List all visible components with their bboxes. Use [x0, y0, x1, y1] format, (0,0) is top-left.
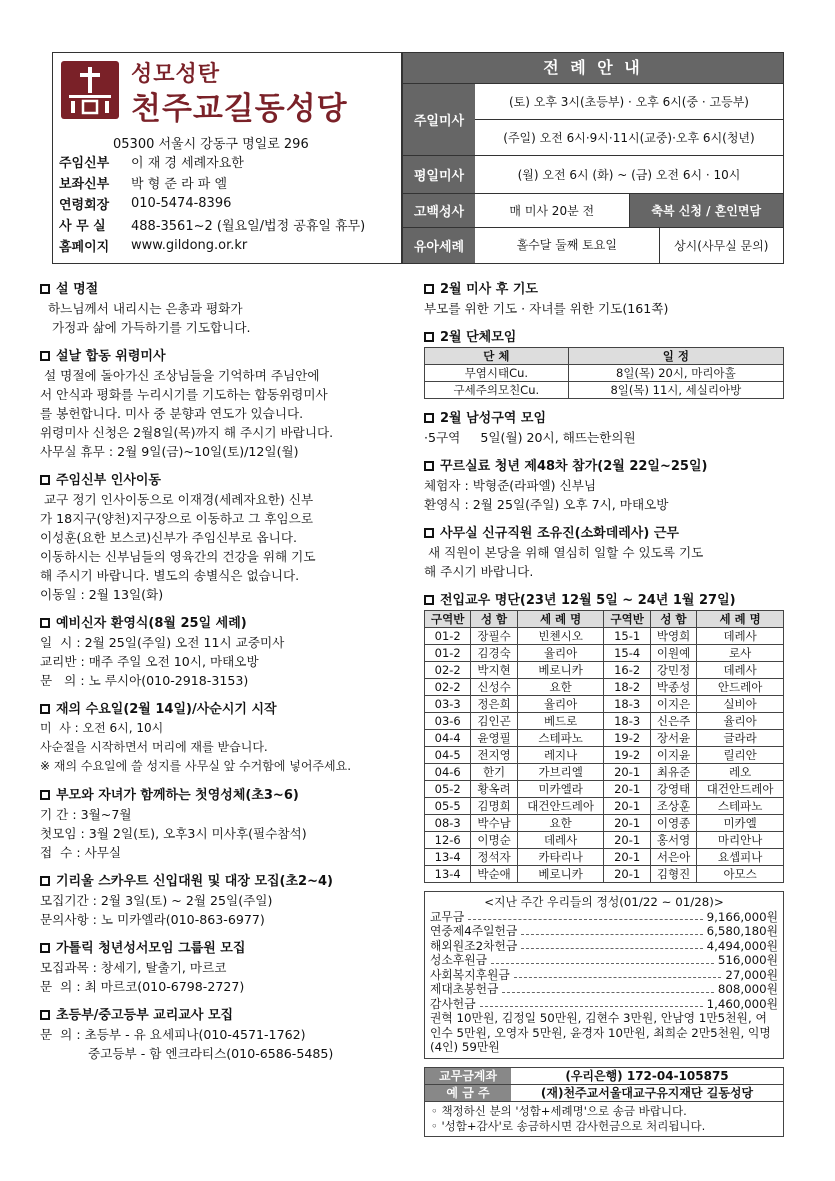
table-cell: 실비아 — [697, 696, 784, 713]
table-cell: 02-2 — [425, 662, 471, 679]
info-row — [59, 172, 365, 193]
weekday-mass-text: (월) 오전 6시 (화) ~ (금) 오전 6시 · 10시 — [517, 168, 741, 182]
table-row — [425, 747, 784, 764]
table-cell: 카타리나 — [517, 849, 604, 866]
confession-values — [475, 194, 783, 227]
table-header: 성 함 — [471, 611, 517, 628]
table-header: 단 체 — [425, 348, 569, 365]
info-row — [59, 235, 365, 256]
notice-heading — [40, 937, 402, 956]
table-cell: 강민정 — [650, 662, 696, 679]
infant-baptism-values — [475, 228, 783, 263]
notice-section — [40, 698, 402, 776]
table-row — [425, 382, 784, 399]
square-bullet-icon — [424, 332, 434, 342]
table-cell: 대건안드레아 — [697, 781, 784, 798]
bank-note — [425, 1102, 783, 1136]
table-cell: 베로니카 — [517, 866, 604, 883]
offering-amount: 9,166,000원 — [706, 909, 778, 924]
table-cell: 안드레아 — [697, 679, 784, 696]
bank-row — [425, 1085, 783, 1102]
table-cell: 18-3 — [604, 713, 650, 730]
confession-row — [403, 193, 783, 227]
table-cell: 박순애 — [471, 866, 517, 883]
offering-label: 연중제4주일헌금 — [430, 924, 518, 938]
notice-section — [40, 612, 402, 690]
notice-title: 꾸르실료 청년 제48차 참가(2월 22일~25일) — [440, 459, 708, 474]
bank-info — [424, 1067, 784, 1137]
church-title: 천주교길동성당 — [131, 91, 348, 127]
offering-label: 해외원조2차헌금 — [430, 938, 518, 953]
table-cell: 박수남 — [471, 815, 517, 832]
groups-title: 2월 단체모임 — [440, 330, 517, 345]
table-cell: 대건안드레아 — [517, 798, 604, 815]
table-cell: 신은주 — [650, 713, 696, 730]
square-bullet-icon — [40, 704, 50, 714]
table-cell: 이영종 — [650, 815, 696, 832]
table-row — [425, 866, 784, 883]
table-cell: 베로니카 — [517, 662, 604, 679]
notice-heading — [424, 278, 784, 297]
notice-section — [40, 1004, 402, 1063]
notice-section — [424, 407, 784, 447]
table-cell: 강영태 — [650, 781, 696, 798]
bank-label: 교무금계좌 — [425, 1068, 511, 1084]
notice-heading — [424, 522, 784, 541]
table-cell: 04-6 — [425, 764, 471, 781]
table-cell: 20-1 — [604, 832, 650, 849]
table-cell: 20-1 — [604, 815, 650, 832]
transfer-title: 전입교우 명단(23년 12월 5일 ~ 24년 1월 27일) — [440, 593, 736, 608]
offering-label: 사회복지후원금 — [430, 967, 510, 982]
notice-title: 재의 수요일(2월 14일)/사순시기 시작 — [56, 702, 277, 717]
church-address: 05300 서울시 강동구 명일로 296 — [113, 137, 309, 152]
notice-body: 모집기간 : 2월 3일(토) ~ 2월 25일(주일) 문의사항 : 노 미카엘라(010-863-6977) — [40, 893, 273, 927]
notice-title: 2월 미사 후 기도 — [440, 282, 538, 297]
info-row — [59, 151, 365, 172]
offering-amount: 1,460,000원 — [706, 996, 778, 1011]
table-cell: 03-3 — [425, 696, 471, 713]
table-cell: 조상훈 — [650, 798, 696, 815]
transfer-section — [424, 589, 784, 883]
offering-amount: 27,000원 — [725, 967, 778, 982]
table-cell: 미카엘 — [697, 815, 784, 832]
info-label: 보좌신부 — [59, 177, 110, 192]
church-header — [52, 52, 402, 264]
table-cell: 김경숙 — [471, 645, 517, 662]
homepage-link[interactable]: www.gildong.or.kr — [131, 238, 248, 253]
offering-box — [424, 891, 784, 1059]
table-cell: 장필수 — [471, 628, 517, 645]
table-cell: 요한 — [517, 815, 604, 832]
table-cell: 이원예 — [650, 645, 696, 662]
table-cell: 05-5 — [425, 798, 471, 815]
offering-row — [430, 968, 778, 983]
table-cell: 12-6 — [425, 832, 471, 849]
info-row — [59, 214, 365, 235]
table-cell: 02-2 — [425, 679, 471, 696]
notice-body: 설 명절에 돌아가신 조상님들을 기억하며 주님안에 서 안식과 평화를 누리시기를 기도하는 합동위령미사 를 봉헌합니다. 미사 중 분향과 연도가 있습니다. 위령미사 신청은 2월8일(목)까지 해 주시기 바랍니다. 사무실 휴무 : 2월 9일(금)~10일(토)/12일(월) — [40, 368, 334, 459]
weekday-mass-row — [403, 155, 783, 193]
table-header-row — [425, 611, 784, 628]
table-cell: 13-4 — [425, 849, 471, 866]
notice-body: 기 간 : 3월~7월 첫모임 : 3월 2일(토), 오후3시 미사후(필수참석) 접 수 : 사무실 — [40, 807, 307, 860]
info-value: 488-3561~2 (월요일/법정 공휴일 휴무) — [131, 219, 366, 234]
offering-label: 감사헌금 — [430, 996, 476, 1011]
notice-title: 가톨릭 청년성서모임 그룹원 모집 — [56, 941, 246, 956]
weekday-mass-label: 평일미사 — [403, 156, 475, 193]
table-row — [425, 365, 784, 382]
table-row — [425, 662, 784, 679]
offering-amount: 4,494,000원 — [706, 938, 778, 953]
square-bullet-icon — [40, 475, 50, 485]
notice-heading — [40, 469, 402, 488]
table-cell: 글라라 — [697, 730, 784, 747]
table-cell: 08-3 — [425, 815, 471, 832]
table-cell: 로사 — [697, 645, 784, 662]
offering-label: 제대초봉헌금 — [430, 982, 499, 996]
table-row — [425, 628, 784, 645]
notice-body: 문 의 : 초등부 - 유 요세피나(010-4571-1762) 중고등부 - 함 엔크라티스(010-6586-5485) — [40, 1027, 334, 1061]
offering-row — [430, 910, 778, 925]
infant-baptism-row — [403, 227, 783, 263]
table-cell: 율리아 — [517, 696, 604, 713]
notice-body: 일 시 : 2월 25일(주일) 오전 11시 교중미사 교리반 : 매주 주일 오전 10시, 마태오방 문 의 : 노 루시아(010-2918-3153) — [40, 635, 285, 688]
notice-body: 미 사 : 오전 6시, 10시 사순절을 시작하면서 머리에 재를 받습니다. ※ 재의 수요일에 쓸 성지를 사무실 앞 수거함에 넣어주세요. — [40, 721, 352, 773]
square-bullet-icon — [424, 528, 434, 538]
table-row — [425, 798, 784, 815]
infant-baptism-label: 유아세례 — [403, 228, 475, 263]
table-cell: 한기 — [471, 764, 517, 781]
offering-row — [430, 939, 778, 954]
table-row — [425, 764, 784, 781]
table-cell: 18-3 — [604, 696, 650, 713]
offering-donors: 권혁 10만원, 김정일 50만원, 김현수 3만원, 안남영 1만5천원, 여인수 5만원, 오영자 5만원, 윤경자 10만원, 최희순 2만5천원, 익명(4인) 59만원 — [430, 1011, 771, 1054]
info-label: 사 무 실 — [59, 219, 106, 234]
table-cell: 정은희 — [471, 696, 517, 713]
offering-amount: 808,000원 — [717, 982, 778, 996]
offering-list — [430, 910, 778, 1012]
table-cell: 김인곤 — [471, 713, 517, 730]
table-cell: 8일(목) 11시, 세실리아방 — [568, 382, 783, 399]
offering-amount: 6,580,180원 — [706, 924, 778, 938]
table-header: 세 례 명 — [697, 611, 784, 628]
blessing-text: 축복 신청 / 혼인면담 — [630, 194, 784, 227]
table-header: 일 정 — [568, 348, 783, 365]
table-cell: 스테파노 — [517, 730, 604, 747]
notice-body: 체험자 : 박형준(라파엘) 신부님 환영식 : 2월 25일(주일) 오후 7시, 마태오방 — [424, 478, 669, 512]
notice-heading — [40, 1004, 402, 1023]
offering-label: 성소후원금 — [430, 953, 487, 967]
table-cell: 18-2 — [604, 679, 650, 696]
sunday-mass-label: 주일미사 — [403, 84, 475, 155]
table-cell: 15-1 — [604, 628, 650, 645]
table-cell: 01-2 — [425, 628, 471, 645]
sunday-mass-row — [403, 83, 783, 155]
sunday-mass-sun: (주일) 오전 6시·9시·11시(교중)·오후 6시(청년) — [503, 131, 755, 145]
confession-text: 매 미사 20분 전 — [475, 194, 630, 227]
liturgy-schedule — [402, 52, 784, 264]
table-cell: 김명희 — [471, 798, 517, 815]
notice-title: 주임신부 인사이동 — [56, 473, 161, 488]
table-cell: 19-2 — [604, 730, 650, 747]
sunday-mass-sat: (토) 오후 3시(초등부) · 오후 6시(중 · 고등부) — [475, 84, 783, 120]
notice-section — [40, 937, 402, 996]
bank-row — [425, 1068, 783, 1085]
table-header: 성 함 — [650, 611, 696, 628]
notice-title: 설날 합동 위령미사 — [56, 349, 166, 364]
notice-body: 부모를 위한 기도 · 자녀를 위한 기도(161쪽) — [424, 301, 669, 316]
infant-baptism-text: 홀수달 둘째 토요일 — [475, 228, 660, 263]
table-cell: 박지현 — [471, 662, 517, 679]
table-cell: 빈첸시오 — [517, 628, 604, 645]
info-value: 이 재 경 세례자요한 — [131, 156, 244, 171]
offering-label: 교무금 — [430, 909, 465, 924]
church-title-small: 성모성탄 — [131, 62, 221, 87]
notice-heading — [40, 278, 402, 297]
notice-title: 초등부/중고등부 교리교사 모집 — [56, 1008, 234, 1023]
square-bullet-icon — [40, 284, 50, 294]
table-header: 구역반 — [604, 611, 650, 628]
table-cell: 장서윤 — [650, 730, 696, 747]
table-cell: 8일(목) 20시, 마리아홀 — [568, 365, 783, 382]
table-cell: 19-2 — [604, 747, 650, 764]
table-cell: 정석자 — [471, 849, 517, 866]
table-cell: 박영희 — [650, 628, 696, 645]
table-cell: 윤영필 — [471, 730, 517, 747]
notice-body: 새 직원이 본당을 위해 열심히 일할 수 있도록 기도 해 주시기 바랍니다. — [424, 545, 704, 579]
table-cell: 홍서영 — [650, 832, 696, 849]
table-cell: 20-1 — [604, 781, 650, 798]
notice-heading — [40, 698, 402, 717]
square-bullet-icon — [40, 876, 50, 886]
table-cell: 요셉피나 — [697, 849, 784, 866]
notice-title: 기리울 스카우트 신입대원 및 대장 모집(초2~4) — [56, 874, 333, 889]
table-cell: 05-2 — [425, 781, 471, 798]
bank-label: 예 금 주 — [425, 1085, 511, 1101]
square-bullet-icon — [40, 1010, 50, 1020]
weekday-mass-times — [475, 156, 783, 193]
table-cell: 아모스 — [697, 866, 784, 883]
bank-account: (우리은행) 172-04-105875 — [565, 1069, 729, 1083]
groups-heading — [424, 326, 784, 345]
notice-section — [40, 278, 402, 337]
table-row — [425, 730, 784, 747]
offering-row — [430, 924, 778, 939]
bank-owner: (재)천주교서울대교구유지재단 길동성당 — [540, 1086, 754, 1100]
table-row — [425, 645, 784, 662]
table-cell: 레지나 — [517, 747, 604, 764]
table-cell: 16-2 — [604, 662, 650, 679]
square-bullet-icon — [424, 284, 434, 294]
info-label: 주임신부 — [59, 156, 110, 171]
notice-body: 하느님께서 내리시는 은총과 평화가 가정과 삶에 가득하기를 기도합니다. — [48, 301, 251, 335]
notice-title: 예비신자 환영식(8월 25일 세례) — [56, 616, 247, 631]
table-cell: 최유준 — [650, 764, 696, 781]
notice-title: 사무실 신규직원 조유진(소화데레사) 근무 — [440, 526, 679, 541]
info-value: 박 형 준 라 파 엘 — [131, 177, 228, 192]
table-cell: 이지윤 — [650, 747, 696, 764]
square-bullet-icon — [424, 413, 434, 423]
info-label: 연령회장 — [59, 198, 110, 213]
groups-table — [424, 347, 784, 399]
offering-amount: 516,000원 — [717, 953, 778, 967]
groups-section — [424, 326, 784, 399]
info-row — [59, 193, 365, 214]
table-row — [425, 679, 784, 696]
notice-title: 2월 남성구역 모임 — [440, 411, 547, 426]
table-cell: 04-4 — [425, 730, 471, 747]
table-cell: 가브리엘 — [517, 764, 604, 781]
bank-note-line: ◦ '성함+감사'로 송금하시면 감사헌금으로 처리됩니다. — [431, 1118, 706, 1133]
transfer-heading — [424, 589, 784, 608]
table-cell: 스테파노 — [697, 798, 784, 815]
table-row — [425, 713, 784, 730]
notice-body: ·5구역 5일(월) 20시, 해뜨는한의원 — [424, 430, 636, 445]
bank-note-line: ◦ 책정하신 분의 '성함+세례명'으로 송금 바랍니다. — [431, 1103, 687, 1118]
table-cell: 20-1 — [604, 849, 650, 866]
notice-body: 교구 정기 인사이동으로 이재경(세례자요한) 신부 가 18지구(양천)지구장으로 이동하고 그 후임으로 이성훈(요한 보스코)신부가 주임신부로 옵니다. 이동하시는 신부님들의 영육간의 건강을 위해 기도 해 주시기 바랍니다. 별도의 송별식은 없습니다. 이동일 : 2월 13일(화) — [40, 492, 316, 602]
notice-title: 부모와 자녀가 함께하는 첫영성체(초3~6) — [56, 788, 299, 803]
notice-title: 설 명절 — [56, 282, 99, 297]
table-cell: 13-4 — [425, 866, 471, 883]
table-cell: 황옥려 — [471, 781, 517, 798]
table-cell: 전지영 — [471, 747, 517, 764]
table-cell: 레오 — [697, 764, 784, 781]
table-cell: 04-5 — [425, 747, 471, 764]
table-row — [425, 696, 784, 713]
table-cell: 20-1 — [604, 764, 650, 781]
notice-section — [424, 522, 784, 581]
offering-title: <지난 주간 우리들의 정성(01/22 ~ 01/28)> — [484, 895, 724, 909]
table-cell: 서은아 — [650, 849, 696, 866]
notice-section — [40, 784, 402, 862]
table-cell: 데레사 — [697, 628, 784, 645]
notice-heading — [40, 870, 402, 889]
square-bullet-icon — [40, 351, 50, 361]
square-bullet-icon — [40, 618, 50, 628]
notice-heading — [40, 345, 402, 364]
square-bullet-icon — [424, 595, 434, 605]
notice-section — [40, 469, 402, 604]
notice-heading — [424, 455, 784, 474]
right-column — [424, 278, 784, 1137]
sunday-mass-times — [475, 84, 783, 155]
table-cell: 데레사 — [697, 662, 784, 679]
table-cell: 03-6 — [425, 713, 471, 730]
table-cell: 무염시태Cu. — [425, 365, 569, 382]
notice-section — [424, 455, 784, 514]
notice-body: 모집과목 : 창세기, 탈출기, 마르코 문 의 : 최 마르코(010-6798-2727) — [40, 960, 245, 994]
table-cell: 20-1 — [604, 866, 650, 883]
church-logo-icon — [61, 61, 119, 119]
table-cell: 마리안나 — [697, 832, 784, 849]
table-cell: 릴리안 — [697, 747, 784, 764]
table-header: 구역반 — [425, 611, 471, 628]
offering-row — [430, 953, 778, 968]
notice-heading — [40, 784, 402, 803]
table-cell: 베드로 — [517, 713, 604, 730]
offering-row — [430, 997, 778, 1012]
square-bullet-icon — [424, 461, 434, 471]
info-value: 010-5474-8396 — [131, 196, 232, 211]
table-cell: 01-2 — [425, 645, 471, 662]
table-row — [425, 781, 784, 798]
notice-section — [424, 278, 784, 318]
table-header: 세 례 명 — [517, 611, 604, 628]
table-cell: 박종성 — [650, 679, 696, 696]
confession-label: 고백성사 — [403, 194, 475, 227]
left-column — [40, 278, 402, 1071]
square-bullet-icon — [40, 790, 50, 800]
table-cell: 15-4 — [604, 645, 650, 662]
transfer-table — [424, 610, 784, 883]
staff-info — [59, 151, 365, 256]
table-cell: 데레사 — [517, 832, 604, 849]
table-cell: 율리아 — [517, 645, 604, 662]
table-cell: 구세주의모친Cu. — [425, 382, 569, 399]
notice-section — [40, 345, 402, 461]
table-cell: 율리아 — [697, 713, 784, 730]
square-bullet-icon — [40, 943, 50, 953]
table-header-row — [425, 348, 784, 365]
notice-heading — [40, 612, 402, 631]
info-label: 홈페이지 — [59, 240, 110, 255]
infant-baptism-note: 상시(사무실 문의) — [674, 239, 769, 253]
schedule-title: 전 례 안 내 — [403, 53, 783, 83]
table-row — [425, 849, 784, 866]
notice-heading — [424, 407, 784, 426]
table-cell: 신성수 — [471, 679, 517, 696]
table-cell: 이명순 — [471, 832, 517, 849]
table-row — [425, 832, 784, 849]
table-cell: 요한 — [517, 679, 604, 696]
table-cell: 이지은 — [650, 696, 696, 713]
table-cell: 김형진 — [650, 866, 696, 883]
table-cell: 20-1 — [604, 798, 650, 815]
notice-section — [40, 870, 402, 929]
offering-row — [430, 982, 778, 997]
table-cell: 미카엘라 — [517, 781, 604, 798]
table-row — [425, 815, 784, 832]
